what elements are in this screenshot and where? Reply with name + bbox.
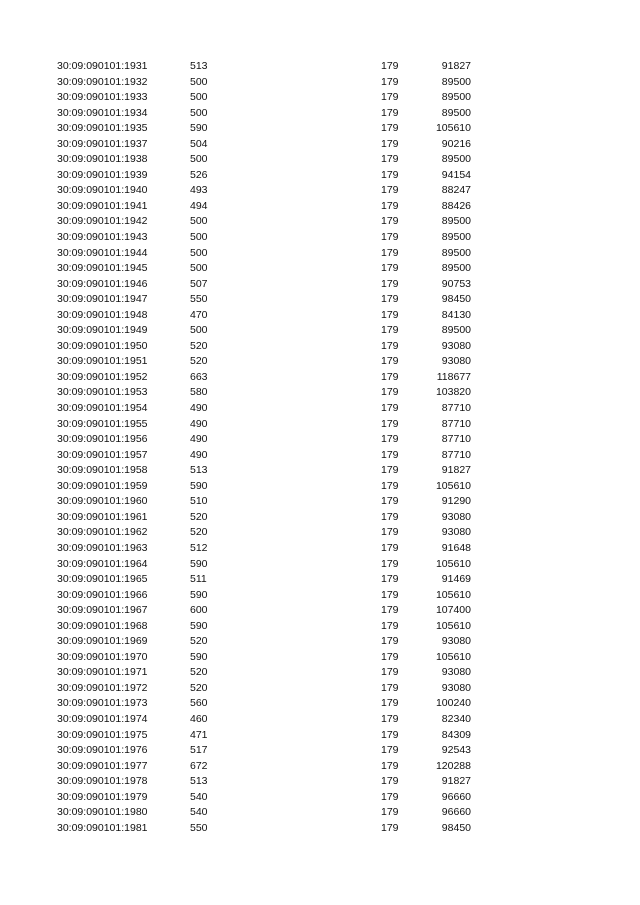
value-a-cell: 520 [190, 355, 208, 368]
value-b-cell: 179 [381, 433, 399, 446]
value-b-cell: 179 [381, 339, 399, 352]
value-b-cell: 179 [381, 324, 399, 337]
table-row [0, 90, 640, 106]
table-row [0, 603, 640, 619]
value-a-cell: 500 [190, 215, 208, 228]
value-b-cell: 179 [381, 277, 399, 290]
table-row [0, 308, 640, 324]
cadastral-number-cell: 30:09:090101:1941 [57, 199, 148, 212]
cadastral-number-cell: 30:09:090101:1934 [57, 106, 148, 119]
value-c-cell: 88426 [441, 199, 471, 212]
value-a-cell: 490 [190, 448, 208, 461]
value-a-cell: 590 [190, 122, 208, 135]
value-a-cell: 511 [190, 573, 207, 586]
table-row [0, 479, 640, 495]
value-c-cell: 89500 [441, 153, 471, 166]
value-c-cell: 105610 [435, 650, 471, 663]
value-a-cell: 513 [190, 60, 208, 72]
cadastral-number-cell: 30:09:090101:1951 [57, 355, 148, 368]
table-row [0, 292, 640, 308]
value-a-cell: 490 [190, 433, 208, 446]
value-c-cell: 92543 [441, 744, 471, 757]
value-c-cell: 84309 [441, 728, 471, 741]
cadastral-number-cell: 30:09:090101:1965 [57, 573, 148, 586]
value-b-cell: 179 [381, 479, 399, 492]
value-c-cell: 89500 [441, 246, 471, 259]
value-a-cell: 520 [190, 635, 208, 648]
cadastral-number-cell: 30:09:090101:1973 [57, 697, 148, 710]
cadastral-number-cell: 30:09:090101:1955 [57, 417, 148, 430]
cadastral-number-cell: 30:09:090101:1947 [57, 293, 148, 306]
cadastral-number-cell: 30:09:090101:1969 [57, 635, 148, 648]
cadastral-number-cell: 30:09:090101:1932 [57, 75, 148, 88]
value-a-cell: 540 [190, 790, 208, 803]
table-row [0, 494, 640, 510]
data-table [0, 59, 640, 836]
value-b-cell: 179 [381, 557, 399, 570]
value-a-cell: 560 [190, 697, 208, 710]
value-b-cell: 179 [381, 650, 399, 663]
value-c-cell: 118677 [436, 370, 471, 383]
table-row [0, 354, 640, 370]
value-c-cell: 105610 [435, 588, 471, 601]
value-b-cell: 179 [381, 184, 399, 197]
value-c-cell: 87710 [441, 448, 471, 461]
cadastral-number-cell: 30:09:090101:1946 [57, 277, 148, 290]
cadastral-number-cell: 30:09:090101:1979 [57, 790, 148, 803]
cadastral-number-cell: 30:09:090101:1977 [57, 759, 148, 772]
value-a-cell: 550 [190, 821, 208, 834]
table-row [0, 199, 640, 215]
cadastral-number-cell: 30:09:090101:1960 [57, 495, 148, 508]
value-b-cell: 179 [381, 573, 399, 586]
cadastral-number-cell: 30:09:090101:1970 [57, 650, 148, 663]
value-c-cell: 87710 [441, 417, 471, 430]
table-row [0, 634, 640, 650]
table-row [0, 246, 640, 262]
value-a-cell: 663 [190, 370, 208, 383]
value-c-cell: 96660 [441, 806, 471, 819]
value-c-cell: 89500 [441, 231, 471, 244]
value-b-cell: 179 [381, 526, 399, 539]
value-c-cell: 91469 [441, 573, 471, 586]
value-a-cell: 590 [190, 557, 208, 570]
table-row [0, 588, 640, 604]
table-row [0, 665, 640, 681]
value-b-cell: 179 [381, 712, 399, 725]
table-row [0, 572, 640, 588]
value-c-cell: 82340 [441, 712, 471, 725]
cadastral-number-cell: 30:09:090101:1944 [57, 246, 148, 259]
cadastral-number-cell: 30:09:090101:1974 [57, 712, 148, 725]
value-a-cell: 493 [190, 184, 208, 197]
table-row [0, 370, 640, 386]
value-a-cell: 470 [190, 308, 208, 321]
cadastral-number-cell: 30:09:090101:1952 [57, 370, 148, 383]
value-a-cell: 490 [190, 402, 208, 415]
cadastral-number-cell: 30:09:090101:1942 [57, 215, 148, 228]
value-a-cell: 504 [190, 137, 208, 150]
value-a-cell: 500 [190, 153, 208, 166]
value-a-cell: 520 [190, 510, 208, 523]
value-a-cell: 590 [190, 619, 208, 632]
value-c-cell: 89500 [441, 106, 471, 119]
value-b-cell: 179 [381, 790, 399, 803]
value-a-cell: 672 [190, 759, 208, 772]
value-b-cell: 179 [381, 728, 399, 741]
value-b-cell: 179 [381, 681, 399, 694]
cadastral-number-cell: 30:09:090101:1933 [57, 91, 148, 104]
cadastral-number-cell: 30:09:090101:1950 [57, 339, 148, 352]
table-row [0, 230, 640, 246]
table-row [0, 323, 640, 339]
table-row [0, 728, 640, 744]
value-c-cell: 105610 [435, 557, 471, 570]
value-c-cell: 98450 [441, 293, 471, 306]
table-row [0, 183, 640, 199]
value-c-cell: 98450 [441, 821, 471, 834]
cadastral-number-cell: 30:09:090101:1981 [57, 821, 148, 834]
value-a-cell: 513 [190, 775, 208, 788]
value-a-cell: 500 [190, 75, 208, 88]
value-b-cell: 179 [381, 231, 399, 244]
value-a-cell: 520 [190, 339, 208, 352]
value-c-cell: 91827 [441, 775, 471, 788]
value-c-cell: 107400 [435, 604, 471, 617]
table-row [0, 121, 640, 137]
value-b-cell: 179 [381, 106, 399, 119]
value-a-cell: 540 [190, 806, 208, 819]
value-b-cell: 179 [381, 60, 399, 72]
value-a-cell: 550 [190, 293, 208, 306]
cadastral-number-cell: 30:09:090101:1966 [57, 588, 148, 601]
cadastral-number-cell: 30:09:090101:1957 [57, 448, 148, 461]
value-a-cell: 490 [190, 417, 208, 430]
table-row [0, 385, 640, 401]
value-a-cell: 512 [190, 541, 208, 554]
value-c-cell: 100240 [435, 697, 471, 710]
value-a-cell: 471 [190, 728, 208, 741]
value-a-cell: 517 [190, 744, 208, 757]
value-b-cell: 179 [381, 744, 399, 757]
table-row [0, 525, 640, 541]
table-row [0, 510, 640, 526]
table-row [0, 448, 640, 464]
value-a-cell: 513 [190, 464, 208, 477]
table-row [0, 759, 640, 775]
value-c-cell: 91827 [441, 60, 471, 72]
value-a-cell: 526 [190, 168, 208, 181]
cadastral-number-cell: 30:09:090101:1959 [57, 479, 148, 492]
value-b-cell: 179 [381, 510, 399, 523]
table-row [0, 401, 640, 417]
table-row [0, 681, 640, 697]
value-c-cell: 91827 [441, 464, 471, 477]
value-a-cell: 494 [190, 199, 208, 212]
cadastral-number-cell: 30:09:090101:1961 [57, 510, 148, 523]
value-c-cell: 93080 [441, 510, 471, 523]
value-c-cell: 105610 [435, 122, 471, 135]
cadastral-number-cell: 30:09:090101:1939 [57, 168, 148, 181]
value-c-cell: 89500 [441, 324, 471, 337]
value-b-cell: 179 [381, 386, 399, 399]
value-a-cell: 520 [190, 681, 208, 694]
value-c-cell: 90216 [441, 137, 471, 150]
value-a-cell: 500 [190, 324, 208, 337]
value-c-cell: 93080 [441, 355, 471, 368]
value-b-cell: 179 [381, 402, 399, 415]
value-b-cell: 179 [381, 821, 399, 834]
value-c-cell: 93080 [441, 681, 471, 694]
value-c-cell: 120288 [435, 759, 471, 772]
value-a-cell: 520 [190, 666, 208, 679]
cadastral-number-cell: 30:09:090101:1935 [57, 122, 148, 135]
value-a-cell: 590 [190, 650, 208, 663]
table-row [0, 339, 640, 355]
value-c-cell: 89500 [441, 215, 471, 228]
value-c-cell: 84130 [441, 308, 471, 321]
value-a-cell: 590 [190, 479, 208, 492]
value-b-cell: 179 [381, 293, 399, 306]
table-row [0, 168, 640, 184]
value-c-cell: 91648 [441, 541, 471, 554]
table-row [0, 75, 640, 91]
table-row [0, 214, 640, 230]
cadastral-number-cell: 30:09:090101:1963 [57, 541, 148, 554]
value-a-cell: 500 [190, 231, 208, 244]
cadastral-number-cell: 30:09:090101:1962 [57, 526, 148, 539]
cadastral-number-cell: 30:09:090101:1975 [57, 728, 148, 741]
value-b-cell: 179 [381, 215, 399, 228]
value-b-cell: 179 [381, 464, 399, 477]
table-row [0, 821, 640, 837]
cadastral-number-cell: 30:09:090101:1948 [57, 308, 148, 321]
cadastral-number-cell: 30:09:090101:1949 [57, 324, 148, 337]
cadastral-number-cell: 30:09:090101:1945 [57, 262, 148, 275]
value-b-cell: 179 [381, 91, 399, 104]
cadastral-number-cell: 30:09:090101:1938 [57, 153, 148, 166]
table-row [0, 650, 640, 666]
value-c-cell: 89500 [441, 91, 471, 104]
value-b-cell: 179 [381, 355, 399, 368]
value-c-cell: 93080 [441, 526, 471, 539]
value-b-cell: 179 [381, 308, 399, 321]
value-c-cell: 89500 [441, 262, 471, 275]
value-c-cell: 105610 [435, 479, 471, 492]
table-row [0, 790, 640, 806]
value-b-cell: 179 [381, 759, 399, 772]
value-b-cell: 179 [381, 168, 399, 181]
value-a-cell: 500 [190, 262, 208, 275]
value-b-cell: 179 [381, 604, 399, 617]
value-a-cell: 500 [190, 246, 208, 259]
table-row [0, 463, 640, 479]
cadastral-number-cell: 30:09:090101:1931 [57, 60, 148, 72]
value-b-cell: 179 [381, 495, 399, 508]
table-row [0, 137, 640, 153]
cadastral-number-cell: 30:09:090101:1971 [57, 666, 148, 679]
table-row [0, 541, 640, 557]
value-b-cell: 179 [381, 635, 399, 648]
value-b-cell: 179 [381, 697, 399, 710]
value-c-cell: 87710 [441, 402, 471, 415]
cadastral-number-cell: 30:09:090101:1972 [57, 681, 148, 694]
value-a-cell: 520 [190, 526, 208, 539]
table-row [0, 152, 640, 168]
value-a-cell: 580 [190, 386, 208, 399]
table-row [0, 743, 640, 759]
value-c-cell: 93080 [441, 635, 471, 648]
table-row [0, 432, 640, 448]
table-row [0, 774, 640, 790]
cadastral-number-cell: 30:09:090101:1968 [57, 619, 148, 632]
value-b-cell: 179 [381, 122, 399, 135]
value-c-cell: 89500 [441, 75, 471, 88]
cadastral-number-cell: 30:09:090101:1978 [57, 775, 148, 788]
value-a-cell: 507 [190, 277, 208, 290]
cadastral-number-cell: 30:09:090101:1954 [57, 402, 148, 415]
value-a-cell: 460 [190, 712, 208, 725]
cadastral-number-cell: 30:09:090101:1953 [57, 386, 148, 399]
value-c-cell: 87710 [441, 433, 471, 446]
value-a-cell: 600 [190, 604, 208, 617]
value-a-cell: 590 [190, 588, 208, 601]
table-row [0, 805, 640, 821]
table-row [0, 277, 640, 293]
cadastral-number-cell: 30:09:090101:1967 [57, 604, 148, 617]
value-c-cell: 93080 [441, 339, 471, 352]
value-c-cell: 93080 [441, 666, 471, 679]
cadastral-number-cell: 30:09:090101:1943 [57, 231, 148, 244]
cadastral-number-cell: 30:09:090101:1980 [57, 806, 148, 819]
cadastral-number-cell: 30:09:090101:1937 [57, 137, 148, 150]
value-c-cell: 103820 [435, 386, 471, 399]
value-b-cell: 179 [381, 619, 399, 632]
value-b-cell: 179 [381, 541, 399, 554]
table-row [0, 696, 640, 712]
value-c-cell: 91290 [441, 495, 471, 508]
cadastral-number-cell: 30:09:090101:1956 [57, 433, 148, 446]
value-b-cell: 179 [381, 370, 399, 383]
table-row [0, 712, 640, 728]
table-row [0, 619, 640, 635]
value-c-cell: 105610 [435, 619, 471, 632]
value-c-cell: 94154 [441, 168, 471, 181]
value-a-cell: 510 [190, 495, 208, 508]
value-a-cell: 500 [190, 91, 208, 104]
table-row [0, 261, 640, 277]
cadastral-number-cell: 30:09:090101:1940 [57, 184, 148, 197]
value-b-cell: 179 [381, 199, 399, 212]
value-b-cell: 179 [381, 75, 399, 88]
value-b-cell: 179 [381, 666, 399, 679]
table-row [0, 557, 640, 573]
value-b-cell: 179 [381, 262, 399, 275]
table-row [0, 417, 640, 433]
cadastral-number-cell: 30:09:090101:1964 [57, 557, 148, 570]
value-b-cell: 179 [381, 417, 399, 430]
value-c-cell: 90753 [441, 277, 471, 290]
cadastral-number-cell: 30:09:090101:1976 [57, 744, 148, 757]
value-b-cell: 179 [381, 153, 399, 166]
value-c-cell: 88247 [441, 184, 471, 197]
value-b-cell: 179 [381, 806, 399, 819]
cadastral-number-cell: 30:09:090101:1958 [57, 464, 148, 477]
table-row [0, 106, 640, 122]
value-b-cell: 179 [381, 137, 399, 150]
table-row [0, 59, 640, 75]
value-c-cell: 96660 [441, 790, 471, 803]
value-a-cell: 500 [190, 106, 208, 119]
value-b-cell: 179 [381, 246, 399, 259]
value-b-cell: 179 [381, 448, 399, 461]
value-b-cell: 179 [381, 775, 399, 788]
value-b-cell: 179 [381, 588, 399, 601]
